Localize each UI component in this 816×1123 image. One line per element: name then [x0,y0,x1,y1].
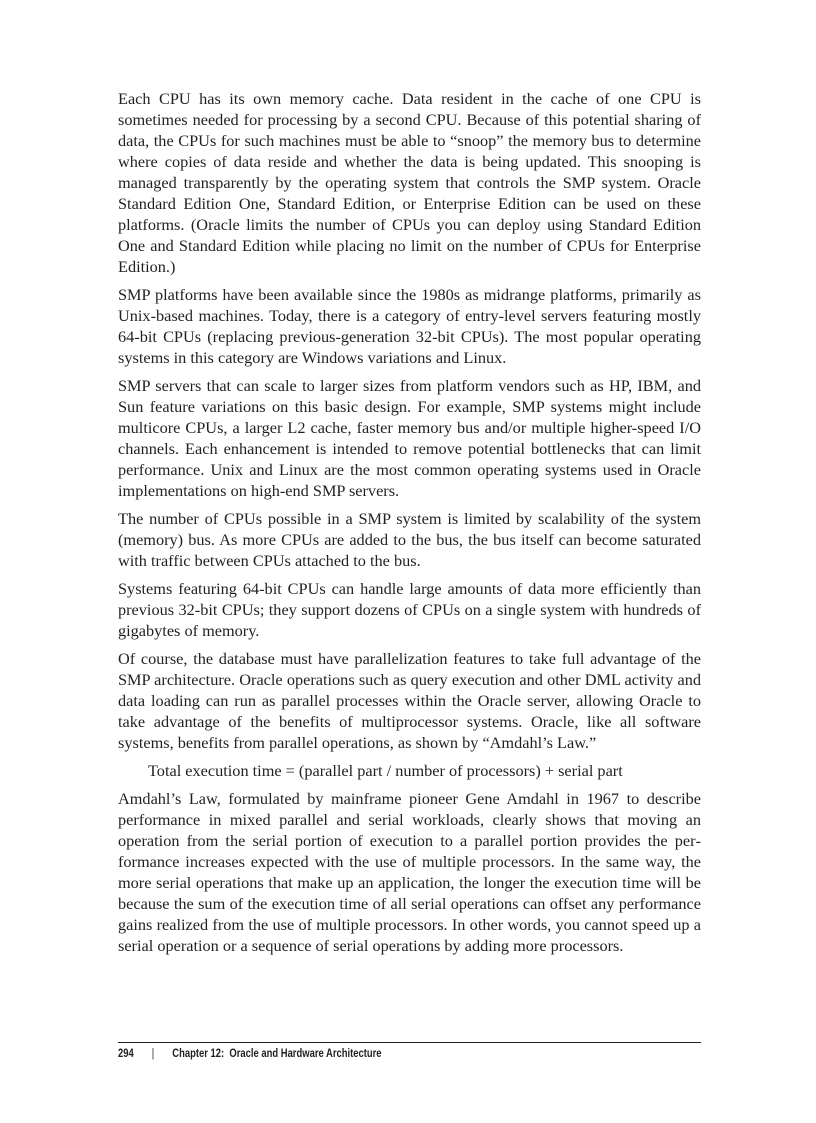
page-footer [118,1048,382,1060]
paragraph-64bit-systems: Systems featuring 64-bit CPUs can handle large amounts of data more efficiently than previous 32-bit CPUs; they support dozens of CPUs on a single system with hundreds of gigabytes of memory. [118,579,701,640]
footer-divider [118,1042,701,1043]
footer-separator: | [151,1048,155,1060]
paragraph-cpu-cache: Each CPU has its own memory cache. Data resident in the cache of one CPU is sometimes needed for processing by a second CPU. Because of this potential sharing of data, the CPUs for such machines must be able to “snoop” the memory bus to determine where copies of data reside and whether the data is being updated. This snooping is managed transparently by the operating system that controls the SMP system. Oracle Standard Edition One, Standard Edition, or Enterprise Edition can be used on these platforms. (Oracle limits the number of CPUs you can deploy using Standard Edition One and Standard Edition while placing no limit on the number of CPUs for Enterprise Edition.) [118,89,701,276]
page-number: 294 [118,1048,134,1060]
paragraph-smp-platforms: SMP platforms have been available since the 1980s as midrange platforms, primarily as Unix-based machines. Today, there is a category of entry-level servers featuring mostly 64-bit CPUs (replacing previous-generation 32-bit CPUs). The most popular operating systems in this category are Windows variations and Linux. [118,285,701,367]
page-body [118,88,701,963]
chapter-title: Chapter 12: Oracle and Hardware Architecture [172,1048,382,1060]
paragraph-amdahl-law: Amdahl’s Law, formulated by mainframe pioneer Gene Amdahl in 1967 to describe performance in mixed parallel and serial workloads, clearly shows that moving an operation from the serial portion of execution to a parallel portion provides the performance increases expected with the use of multiple processors. In the same way, the more serial operations that make up an application, the longer the execution time will be because the sum of the execution time of all serial operations can offset any performance gains realized from the use of multiple processors. In other words, you cannot speed up a serial operation or a sequence of serial operations by adding more processors. [118,789,701,955]
paragraph-parallelization: Of course, the database must have parallelization features to take full advantage of the SMP architecture. Oracle operations such as query execution and other DML activity and data loading can run as parallel processes within the Oracle server, allowing Oracle to take advantage of the benefits of multiprocessor systems. Oracle, like all software systems, benefits from parallel operations, as shown by “Amdahl’s Law.” [118,649,701,752]
paragraph-cpu-scalability: The number of CPUs possible in a SMP system is limited by scalability of the system (memory) bus. As more CPUs are added to the bus, the bus itself can become saturated with traffic between CPUs attached to the bus. [118,509,701,570]
amdahl-formula: Total execution time = (parallel part / number of processors) + serial part [148,761,623,780]
paragraph-smp-servers: SMP servers that can scale to larger sizes from platform vendors such as HP, IBM, and Sun feature variations on this basic design. For example, SMP systems might include multicore CPUs, a larger L2 cache, faster memory bus and/or multiple higher-speed I/O channels. Each enhancement is intended to remove potential bottlenecks that can limit performance. Unix and Linux are the most common operating systems used in Oracle implementations on high-end SMP servers. [118,376,701,500]
